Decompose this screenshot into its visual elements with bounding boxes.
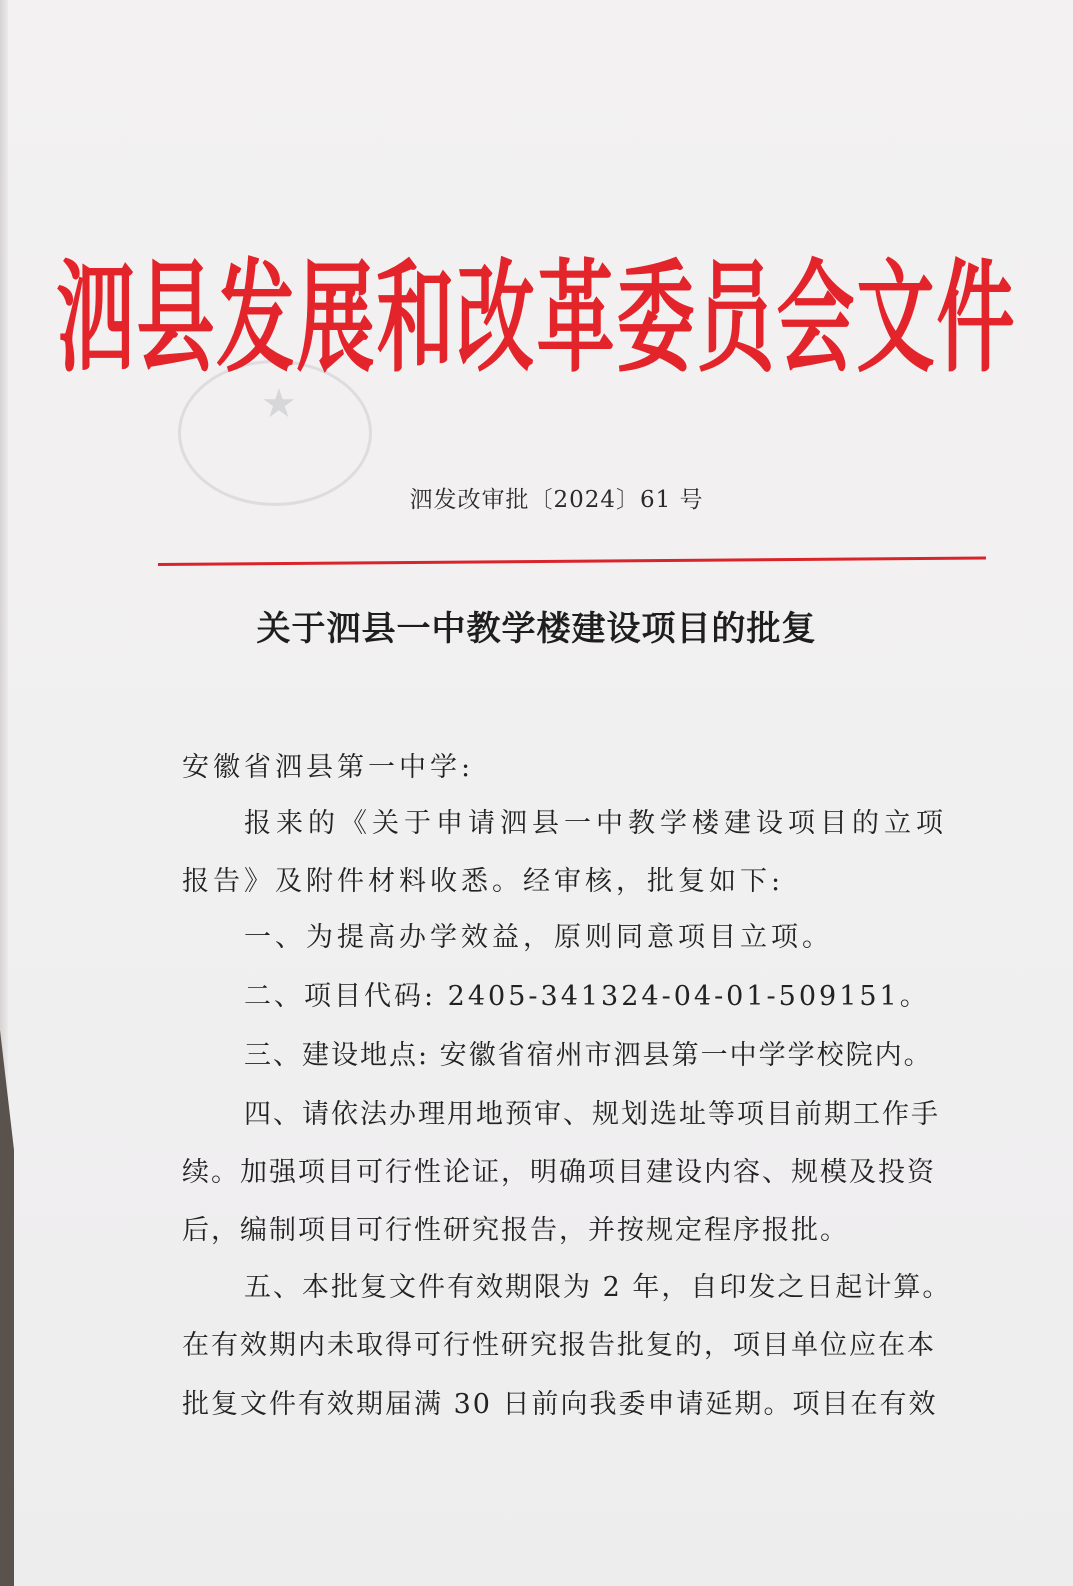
body-line: 四、请依法办理用地预审、规划选址等项目前期工作手 — [244, 1099, 940, 1130]
red-divider-line — [158, 556, 986, 566]
star-seal-icon: ★ — [261, 381, 297, 427]
body-line: 一、为提高办学效益，原则同意项目立项。 — [244, 922, 833, 953]
background-shadow — [0, 1030, 14, 1586]
body-line: 二、项目代码: 2405-341324-04-01-509151。 — [244, 981, 930, 1012]
body-line: 批复文件有效期届满 30 日前向我委申请延期。项目在有效 — [182, 1389, 938, 1420]
document-title: 关于泗县一中教学楼建设项目的批复 — [256, 609, 817, 649]
addressee-line: 安徽省泗县第一中学: — [182, 752, 475, 783]
issuer-header-title: 泗县发展和改革委员会文件 — [56, 248, 1017, 390]
body-line: 五、本批复文件有效期限为 2 年，自印发之日起计算。 — [244, 1272, 952, 1303]
body-line: 报告》及附件材料收悉。经审核，批复如下: — [182, 866, 785, 897]
body-line: 报来的《关于申请泗县一中教学楼建设项目的立项 — [244, 808, 948, 839]
body-line: 三、建设地点: 安徽省宿州市泗县第一中学学校院内。 — [244, 1040, 933, 1071]
body-line: 后，编制项目可行性研究报告，并按规定程序报批。 — [182, 1215, 849, 1246]
body-line: 续。加强项目可行性论证，明确项目建设内容、规模及投资 — [182, 1157, 936, 1188]
document-number: 泗发改审批〔2024〕61 号 — [409, 487, 704, 513]
body-line: 在有效期内未取得可行性研究报告批复的，项目单位应在本 — [182, 1330, 936, 1361]
